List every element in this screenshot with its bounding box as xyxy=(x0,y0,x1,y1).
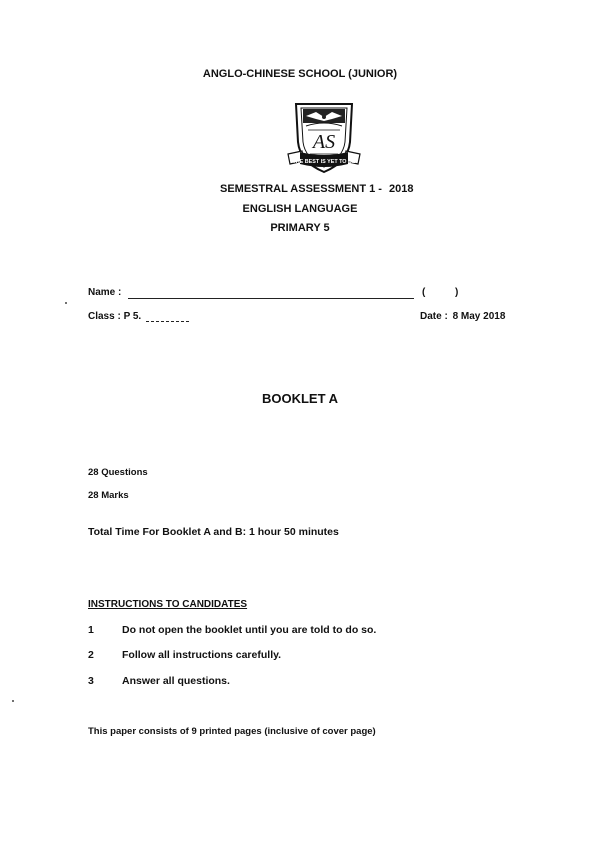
register-number-open-paren: ( xyxy=(422,287,426,298)
booklet-title: BOOKLET A xyxy=(261,391,339,406)
question-count: 28 Questions xyxy=(88,467,148,478)
school-name: ANGLO-CHINESE SCHOOL (JUNIOR) xyxy=(202,68,398,80)
instruction-number: 2 xyxy=(88,649,94,661)
date-value: 8 May 2018 xyxy=(452,311,506,322)
page-count-note: This paper consists of 9 printed pages (inclusive of cover page) xyxy=(88,726,376,737)
scan-speck xyxy=(65,302,67,304)
scan-speck xyxy=(12,700,14,702)
name-field-line xyxy=(128,298,414,299)
instruction-item: Do not open the booklet until you are told to do so. xyxy=(122,624,377,636)
mark-count: 28 Marks xyxy=(88,490,129,501)
register-number-close-paren: ) xyxy=(455,287,459,298)
crest-motto: THE BEST IS YET TO BE xyxy=(292,159,356,165)
name-label: Name : xyxy=(88,287,122,298)
crest-initials: AS xyxy=(312,131,336,153)
instructions-heading: INSTRUCTIONS TO CANDIDATES xyxy=(88,599,248,610)
date-label: Date : xyxy=(420,311,448,322)
class-field-line xyxy=(146,321,189,322)
subject-title: ENGLISH LANGUAGE xyxy=(242,203,358,215)
level-title: PRIMARY 5 xyxy=(270,222,330,234)
instruction-number: 1 xyxy=(88,624,94,636)
school-crest-logo xyxy=(284,96,364,178)
instruction-item: Answer all questions. xyxy=(122,675,230,687)
date-field xyxy=(420,311,505,322)
assessment-title xyxy=(220,183,414,195)
instruction-number: 3 xyxy=(88,675,94,687)
instruction-item: Follow all instructions carefully. xyxy=(122,649,282,661)
assessment-label: SEMESTRAL ASSESSMENT 1 - xyxy=(220,183,382,195)
assessment-year: 2018 xyxy=(389,183,414,195)
class-label: Class : P 5. xyxy=(88,311,142,322)
total-time: Total Time For Booklet A and B: 1 hour 50 minutes xyxy=(88,526,339,538)
